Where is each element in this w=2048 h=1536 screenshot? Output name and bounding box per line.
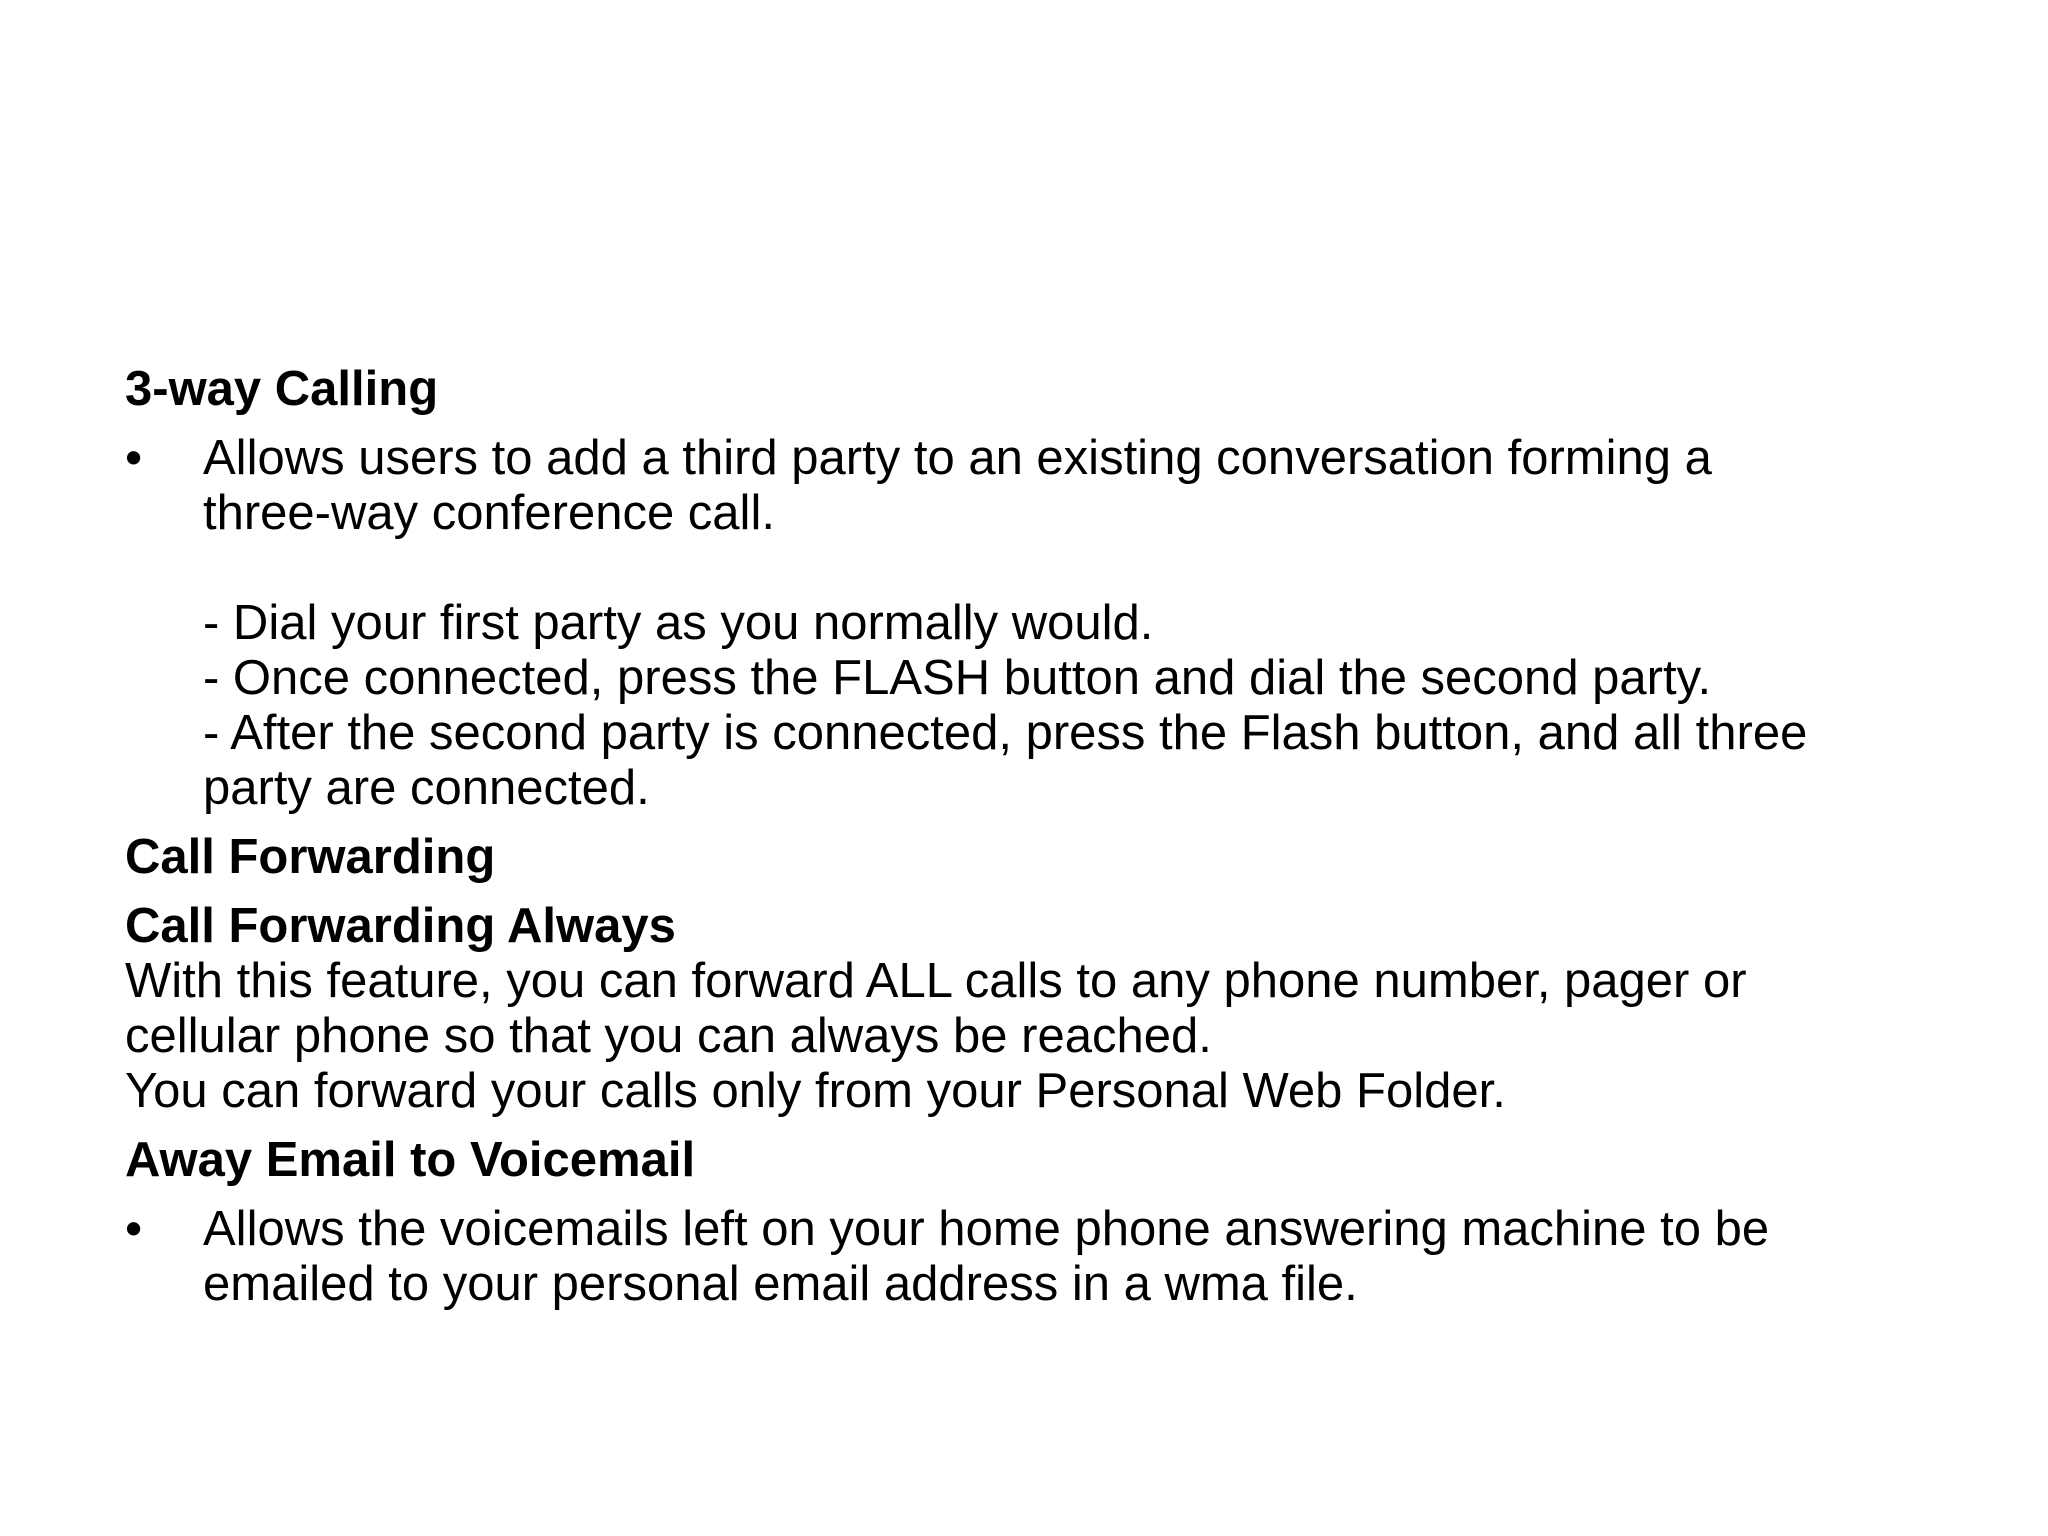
heading-call-forwarding: Call Forwarding [125, 830, 496, 884]
call-forwarding-always-text [125, 954, 1975, 1119]
text-line: You can forward your calls only from your Personal Web Folder. [125, 1064, 1506, 1118]
bullet-3-way-calling [125, 431, 1975, 816]
bullet-away-email [125, 1202, 1975, 1312]
bullet-text-line: emailed to your personal email address in a wma file. [203, 1257, 1358, 1311]
bullet-text-line: Allows users to add a third party to an existing conversation forming a [203, 431, 1712, 485]
blank-line [203, 541, 1975, 596]
slide-body [125, 362, 1975, 1312]
bullet-text-line: Allows the voicemails left on your home phone answering machine to be [203, 1202, 1770, 1256]
heading-3-way-calling: 3-way Calling [125, 362, 439, 416]
bullet-text-line: three-way conference call. [203, 486, 775, 540]
text-line: With this feature, you can forward ALL calls to any phone number, pager or [125, 954, 1747, 1008]
heading-call-forwarding-always: Call Forwarding Always [125, 899, 676, 953]
bullet-icon: • [125, 431, 143, 485]
bullet-icon: • [125, 1202, 143, 1256]
text-line: cellular phone so that you can always be reached. [125, 1009, 1212, 1063]
step-line: - Once connected, press the FLASH button and dial the second party. [203, 651, 1712, 705]
heading-away-email-to-voicemail: Away Email to Voicemail [125, 1133, 696, 1187]
step-line: - After the second party is connected, press the Flash button, and all three [203, 706, 1808, 760]
step-line: - Dial your first party as you normally would. [203, 596, 1154, 650]
step-line: party are connected. [203, 761, 650, 815]
